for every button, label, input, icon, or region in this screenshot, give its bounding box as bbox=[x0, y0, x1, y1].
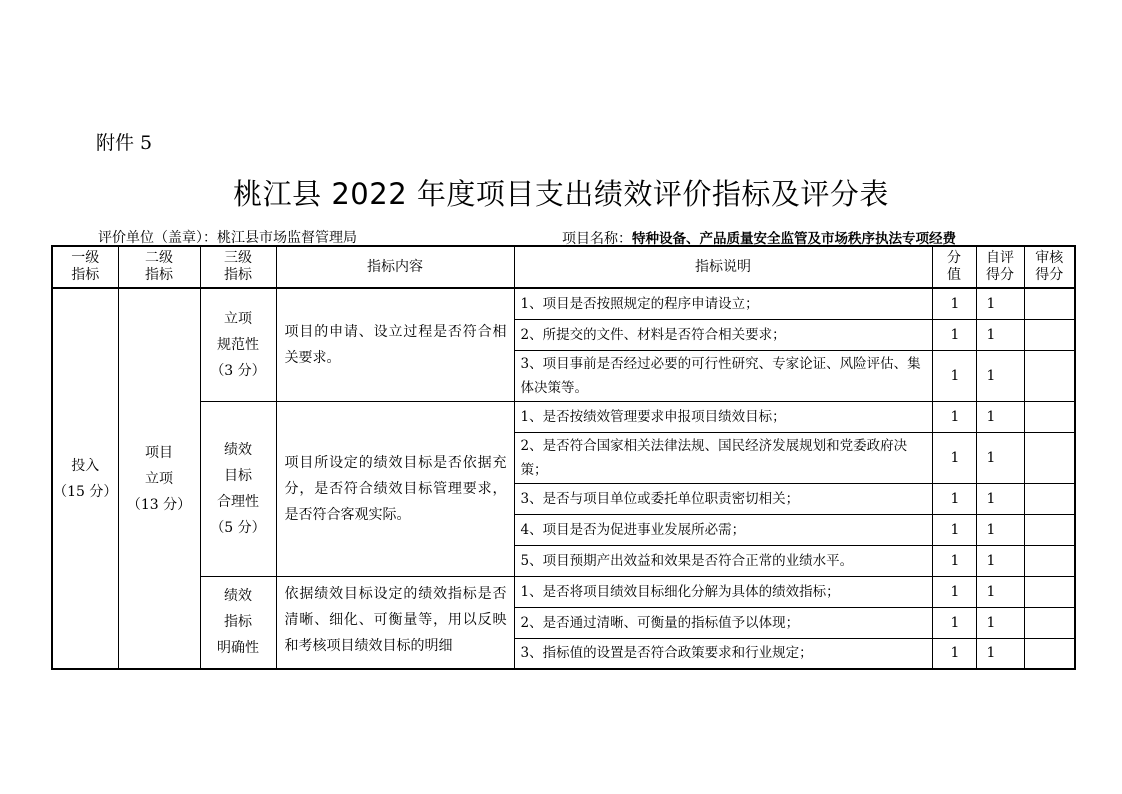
indicator-description: 2、是否通过清晰、可衡量的指标值予以体现； bbox=[514, 607, 932, 638]
header-content: 指标内容 bbox=[276, 246, 514, 288]
table-row bbox=[52, 401, 1075, 432]
score-value: 1 bbox=[932, 514, 976, 545]
indicator-content-text: 依据绩效目标设定的绩效指标是否清晰、细化、可衡量等，用以反映和考核项目绩效目标的明细 bbox=[284, 585, 507, 654]
score-value: 1 bbox=[932, 401, 976, 432]
project-name-label: 项目名称： bbox=[562, 231, 632, 247]
indicator-description: 5、项目预期产出效益和效果是否符合正常的业绩水平。 bbox=[514, 545, 932, 576]
level2-name-line1: 项目 bbox=[145, 444, 173, 461]
self-score-value: 1 bbox=[976, 401, 1024, 432]
table-row bbox=[52, 576, 1075, 607]
header-level1: 一级 指标 bbox=[52, 246, 118, 288]
header-self-score: 自评 得分 bbox=[976, 246, 1024, 288]
score-value: 1 bbox=[932, 483, 976, 514]
self-score-value: 1 bbox=[976, 576, 1024, 607]
score-value: 1 bbox=[932, 350, 976, 401]
level3-cell: 绩效 指标 明确性 bbox=[200, 576, 276, 669]
audit-score-cell[interactable] bbox=[1024, 638, 1075, 669]
score-value: 1 bbox=[932, 545, 976, 576]
table-row bbox=[52, 288, 1075, 319]
indicator-description: 3、项目事前是否经过必要的可行性研究、专家论证、风险评估、集体决策等。 bbox=[514, 350, 932, 401]
level1-name: 投入 bbox=[71, 457, 100, 474]
self-score-value: 1 bbox=[976, 514, 1024, 545]
audit-score-cell[interactable] bbox=[1024, 545, 1075, 576]
audit-score-cell[interactable] bbox=[1024, 607, 1075, 638]
indicator-description: 2、是否符合国家相关法律法规、国民经济发展规划和党委政府决策； bbox=[514, 432, 932, 483]
level1-cell bbox=[52, 288, 118, 669]
self-score-value: 1 bbox=[976, 638, 1024, 669]
scoring-table bbox=[51, 245, 1076, 670]
indicator-description: 1、是否按绩效管理要求申报项目绩效目标； bbox=[514, 401, 932, 432]
score-value: 1 bbox=[932, 432, 976, 483]
indicator-content: 项目所设定的绩效目标是否依据充分，是否符合绩效目标管理要求，是否符合客观实际。 bbox=[276, 401, 514, 576]
indicator-description: 1、是否将项目绩效目标细化分解为具体的绩效指标； bbox=[514, 576, 932, 607]
indicator-content bbox=[276, 576, 514, 669]
page-title: 桃江县 2022 年度项目支出绩效评价指标及评分表 bbox=[233, 177, 889, 211]
project-name-value: 特种设备、产品质量安全监管及市场秩序执法专项经费 bbox=[632, 231, 956, 247]
header-row bbox=[52, 246, 1075, 288]
indicator-description: 1、项目是否按照规定的程序申请设立； bbox=[514, 288, 932, 319]
level3-cell: 绩效 目标 合理性 （5 分） bbox=[200, 401, 276, 576]
level1-score: （15 分） bbox=[53, 483, 118, 500]
score-value: 1 bbox=[932, 607, 976, 638]
self-score-value: 1 bbox=[976, 288, 1024, 319]
header-description: 指标说明 bbox=[514, 246, 932, 288]
score-value: 1 bbox=[932, 638, 976, 669]
self-score-value: 1 bbox=[976, 319, 1024, 350]
audit-score-cell[interactable] bbox=[1024, 514, 1075, 545]
audit-score-cell[interactable] bbox=[1024, 576, 1075, 607]
header-score: 分 值 bbox=[932, 246, 976, 288]
evaluation-unit-value: 桃江县市场监督管理局 bbox=[217, 230, 357, 246]
indicator-content: 项目的申请、设立过程是否符合相关要求。 bbox=[276, 288, 514, 401]
self-score-value: 1 bbox=[976, 350, 1024, 401]
indicator-description: 3、指标值的设置是否符合政策要求和行业规定； bbox=[514, 638, 932, 669]
audit-score-cell[interactable] bbox=[1024, 319, 1075, 350]
header-level2: 二级 指标 bbox=[118, 246, 200, 288]
self-score-value: 1 bbox=[976, 483, 1024, 514]
indicator-description: 4、项目是否为促进事业发展所必需； bbox=[514, 514, 932, 545]
indicator-description: 3、是否与项目单位或委托单位职责密切相关； bbox=[514, 483, 932, 514]
audit-score-cell[interactable] bbox=[1024, 401, 1075, 432]
level2-score: （13 分） bbox=[126, 496, 192, 513]
header-audit-score: 审核 得分 bbox=[1024, 246, 1075, 288]
evaluation-unit bbox=[98, 227, 357, 247]
attachment-label: 附件 5 bbox=[96, 132, 153, 154]
indicator-description: 2、所提交的文件、材料是否符合相关要求； bbox=[514, 319, 932, 350]
header-level3: 三级 指标 bbox=[200, 246, 276, 288]
evaluation-unit-label: 评价单位（盖章）： bbox=[98, 230, 217, 246]
score-value: 1 bbox=[932, 288, 976, 319]
self-score-value: 1 bbox=[976, 545, 1024, 576]
level3-cell: 立项 规范性 （3 分） bbox=[200, 288, 276, 401]
self-score-value: 1 bbox=[976, 607, 1024, 638]
score-value: 1 bbox=[932, 319, 976, 350]
self-score-value: 1 bbox=[976, 432, 1024, 483]
level2-name-line2: 立项 bbox=[145, 470, 173, 487]
score-value: 1 bbox=[932, 576, 976, 607]
audit-score-cell[interactable] bbox=[1024, 288, 1075, 319]
audit-score-cell[interactable] bbox=[1024, 432, 1075, 483]
audit-score-cell[interactable] bbox=[1024, 350, 1075, 401]
level2-cell bbox=[118, 288, 200, 669]
audit-score-cell[interactable] bbox=[1024, 483, 1075, 514]
